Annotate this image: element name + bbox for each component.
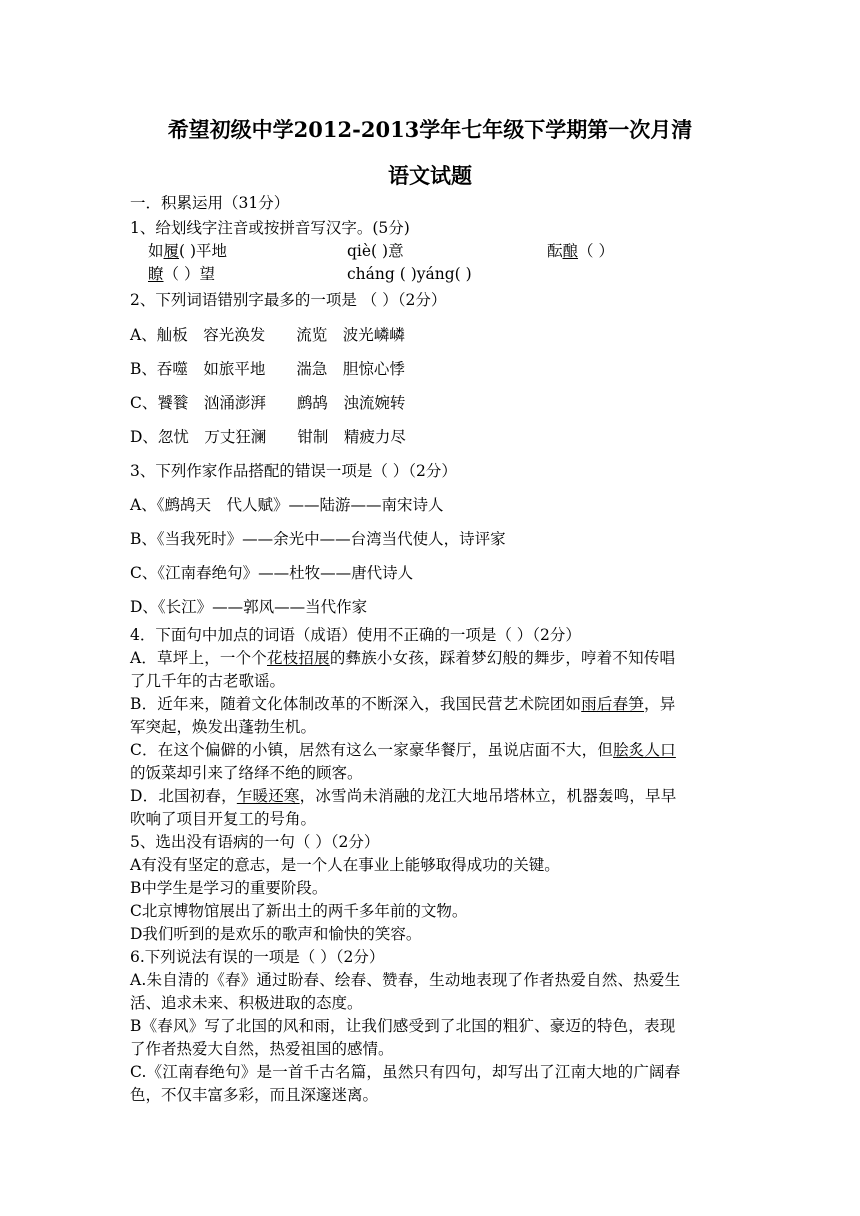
section-heading: 一．积累运用（31分） bbox=[130, 194, 290, 212]
q1-item-b: qiè( )意 bbox=[347, 242, 404, 260]
q3-option-d: D、《长江》——郭风——当代作家 bbox=[130, 598, 368, 616]
q4-option-b-line2: 军突起，焕发出蓬勃生机。 bbox=[130, 718, 317, 736]
q6-option-a-line1: A.朱自清的《春》通过盼春、绘春、赞春，生动地表现了作者热爱自然、热爱生 bbox=[130, 971, 681, 989]
q2-option-b: B、吞噬 如旅平地 湍急 胆惊心悸 bbox=[130, 360, 405, 378]
q4-option-a-line2: 了几千年的古老歌谣。 bbox=[130, 672, 286, 690]
question-4-prompt: 4．下面句中加点的词语（成语）使用不正确的一项是（ ）（2分） bbox=[130, 626, 581, 644]
exam-title: 希望初级中学2012-2013学年七年级下学期第一次月清 bbox=[167, 117, 693, 142]
q4-option-b-line1: B．近年来，随着文化体制改革的不断深入，我国民营艺术院团如雨后春笋，异 bbox=[130, 695, 676, 713]
q1-item-a: 如履( )平地 bbox=[148, 242, 228, 260]
q4-option-c-line2: 的饭菜却引来了络绎不绝的顾客。 bbox=[130, 764, 363, 782]
q6-option-b-line1: B《春风》写了北国的风和雨，让我们感受到了北国的粗犷、豪迈的特色，表现 bbox=[130, 1017, 676, 1035]
q6-option-b-line2: 了作者热爱大自然，热爱祖国的感情。 bbox=[130, 1040, 394, 1058]
q2-option-c: C、饕餮 汹涌澎湃 鹧鸪 浊流婉转 bbox=[130, 394, 406, 412]
q6-option-a-line2: 活、追求未来、积极进取的态度。 bbox=[130, 994, 363, 1012]
question-1-prompt: 1、给划线字注音或按拼音写汉字。(5分) bbox=[130, 219, 410, 237]
q2-option-a: A、舢板 容光涣发 流览 波光嶙嶙 bbox=[130, 326, 405, 344]
q1-item-d: 瞭（ ）望 bbox=[148, 265, 215, 283]
exam-subtitle: 语文试题 bbox=[388, 163, 472, 188]
q1-item-c: 酝酿（ ） bbox=[547, 242, 614, 260]
question-5-prompt: 5、选出没有语病的一句（ ）（2分） bbox=[130, 833, 380, 851]
q6-option-c-line1: C.《江南春绝句》是一首千古名篇，虽然只有四句，却写出了江南大地的广阔春 bbox=[130, 1063, 681, 1081]
q3-option-b: B、《当我死时》——余光中——台湾当代使人，诗评家 bbox=[130, 530, 506, 548]
q4-option-d-line2: 吹响了项目开复工的号角。 bbox=[130, 810, 317, 828]
q4-option-d-line1: D．北国初春，乍暖还寒，冰雪尚未消融的龙江大地吊塔林立，机器轰鸣，早早 bbox=[130, 787, 677, 805]
q6-option-c-line2: 色，不仅丰富多彩，而且深邃迷离。 bbox=[130, 1086, 379, 1104]
q5-option-d: D我们听到的是欢乐的歌声和愉快的笑容。 bbox=[130, 925, 422, 943]
question-3-prompt: 3、下列作家作品搭配的错误一项是（ ）（2分） bbox=[130, 462, 457, 480]
q4-option-a-line1: A．草坪上，一个个花枝招展的彝族小女孩，踩着梦幻般的舞步，哼着不知传唱 bbox=[130, 649, 676, 667]
question-6-prompt: 6.下列说法有误的一项是（ ）（2分） bbox=[130, 948, 385, 966]
q5-option-a: A有没有坚定的意志，是一个人在事业上能够取得成功的关键。 bbox=[130, 856, 560, 874]
q5-option-c: C北京博物馆展出了新出土的两千多年前的文物。 bbox=[130, 902, 468, 920]
q4-option-c-line1: C．在这个偏僻的小镇，居然有这么一家豪华餐厅，虽说店面不大，但脍炙人口 bbox=[130, 741, 676, 759]
q2-option-d: D、忽忧 万丈狂澜 钳制 精疲力尽 bbox=[130, 428, 406, 446]
q3-option-a: A、《鹧鸪天 代人赋》——陆游——南宋诗人 bbox=[130, 496, 444, 514]
question-2-prompt: 2、下列词语错别字最多的一项是 （ ）（2分） bbox=[130, 291, 447, 309]
q3-option-c: C、《江南春绝句》——杜牧——唐代诗人 bbox=[130, 564, 414, 582]
q1-item-e: cháng ( )yáng( ) bbox=[347, 265, 472, 283]
q5-option-b: B中学生是学习的重要阶段。 bbox=[130, 879, 328, 897]
